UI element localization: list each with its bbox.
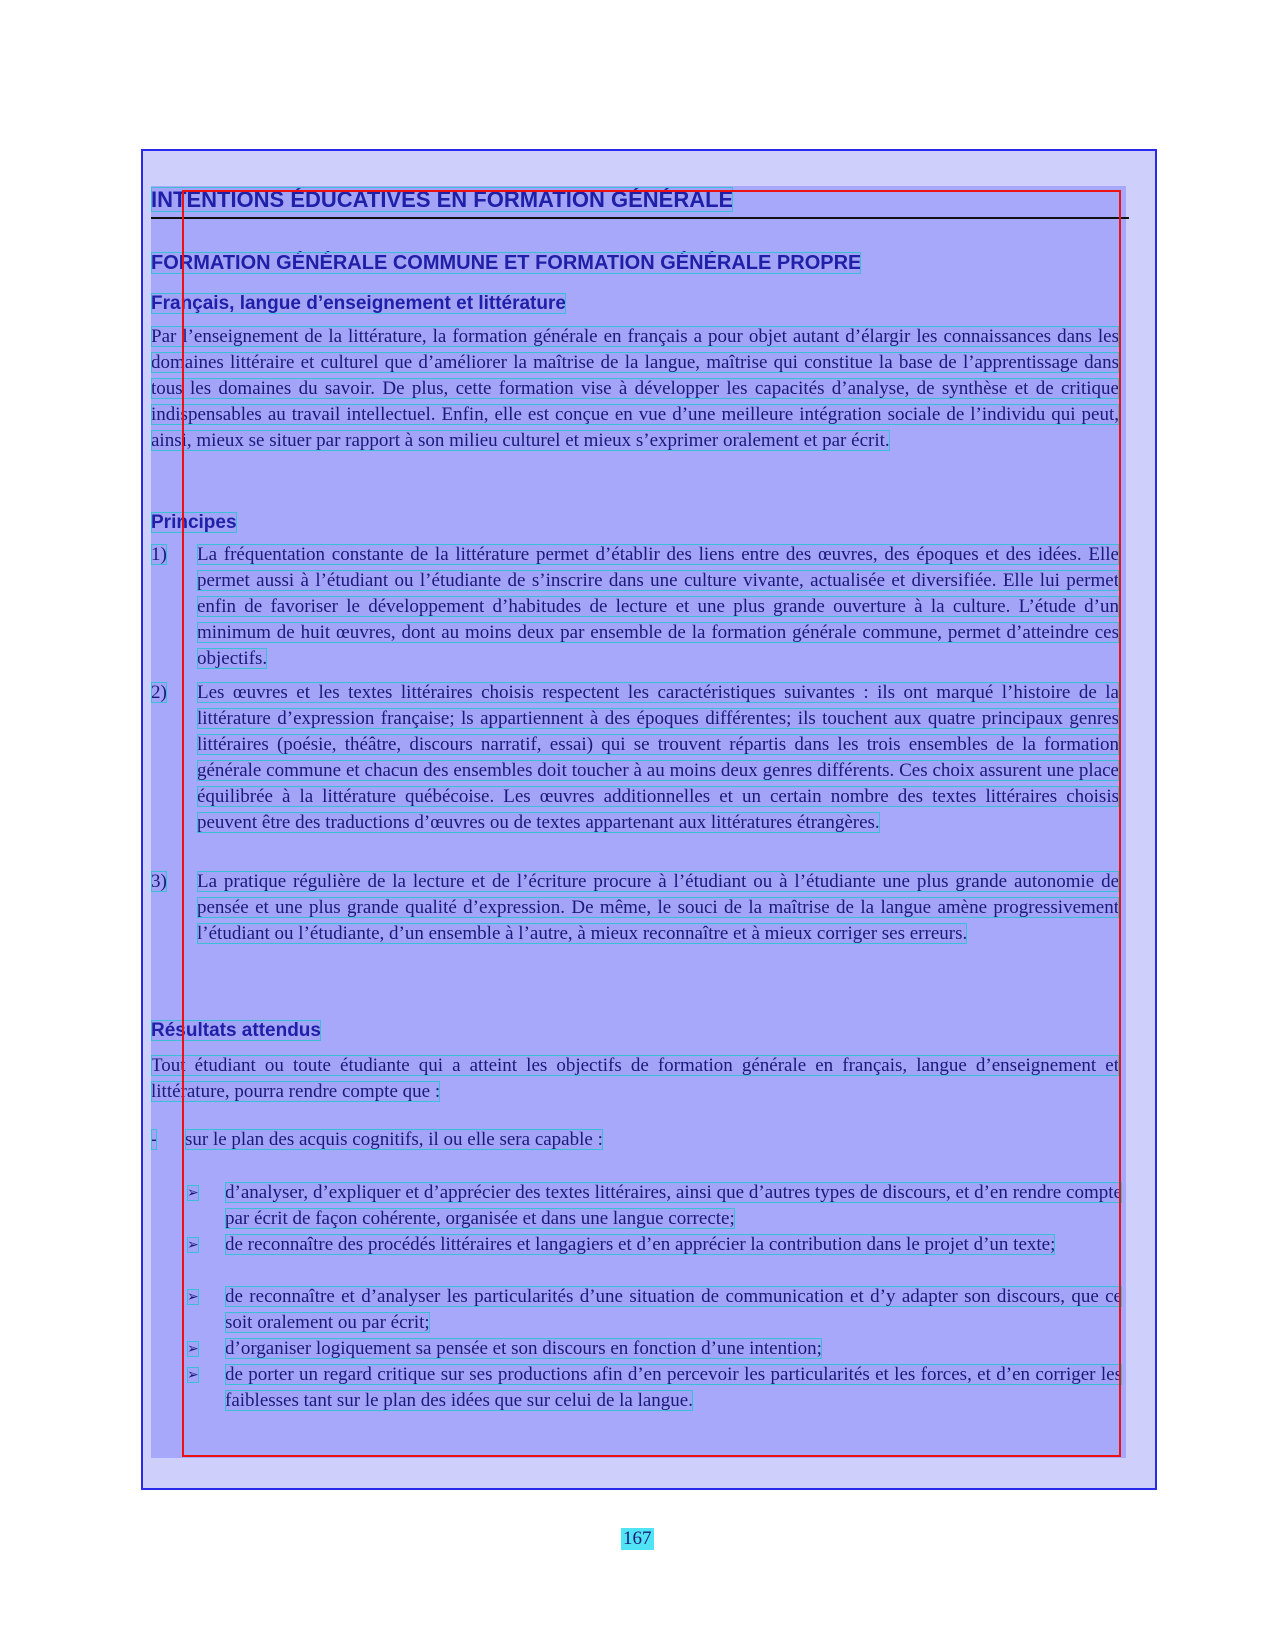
principe-3-number-text: 3) bbox=[151, 871, 167, 892]
principe-3-number bbox=[151, 869, 167, 895]
arrow-bullet-icon bbox=[187, 1232, 199, 1258]
principes-heading-text: Principes bbox=[151, 512, 237, 533]
arrow-bullet-glyph: ➢ bbox=[187, 1341, 199, 1357]
principes-heading bbox=[151, 512, 237, 534]
principe-3-text bbox=[197, 869, 1119, 947]
intro-text: Par l’enseignement de la littérature, la formation générale en français a pour objet autant d’élargir les connaissances dans les domaines littéraire et culturel que d’améliorer la maîtrise de la langue, maîtrise qui constitue la base de l’apprentissage dans tous les domaines du savoir. De plus, cette formation vise à développer les capacités d’analyse, de synthèse et de critique indispensables au travail intellectuel. Enfin, elle est conçue en vue d’une meilleure intégration sociale de l’individu qui peut, ainsi, mieux se situer par rapport à son milieu culturel et mieux s’exprimer oralement et par écrit. bbox=[151, 326, 1119, 451]
resultats-intro-text: Tout étudiant ou toute étudiante qui a atteint les objectifs de formation générale en français, langue d’enseignement et littérature, pourra rendre compte que : bbox=[151, 1055, 1119, 1102]
page-title bbox=[151, 187, 1129, 219]
arrow-bullet-glyph: ➢ bbox=[187, 1367, 199, 1383]
bullet-item-1-text: d’analyser, d’expliquer et d’apprécier des textes littéraires, ainsi que d’autres types de discours, et d’en rendre compte par écrit de façon cohérente, organisée et dans une langue correcte; bbox=[225, 1182, 1122, 1229]
bullet-item-4-text: d’organiser logiquement sa pensée et son discours en fonction d’une intention; bbox=[225, 1338, 822, 1359]
principe-1-text-span: La fréquentation constante de la littérature permet d’établir des liens entre des œuvres, des époques et des idées. Elle permet aussi à l’étudiant ou l’étudiante de s’inscrire dans une culture vivante, actualisée et diversifiée. Elle lui permet enfin de favoriser le développement d’habitudes de lecture et une plus grande ouverture à la culture. L’étude d’un minimum de huit œuvres, dont au moins deux par ensemble de la formation générale commune, permet d’atteindre ces objectifs. bbox=[197, 544, 1119, 669]
bullet-item-1 bbox=[225, 1180, 1122, 1232]
section-heading-text: FORMATION GÉNÉRALE COMMUNE ET FORMATION GÉNÉRALE PROPRE bbox=[151, 252, 862, 274]
resultats-intro bbox=[151, 1053, 1119, 1105]
arrow-bullet-icon bbox=[187, 1180, 199, 1206]
principe-1-number-text: 1) bbox=[151, 544, 167, 565]
resultats-heading bbox=[151, 1020, 321, 1042]
arrow-bullet-glyph: ➢ bbox=[187, 1185, 199, 1201]
acquis-lead bbox=[185, 1127, 1115, 1153]
bullet-item-2-text: de reconnaître des procédés littéraires et langagiers et d’en apprécier la contribution dans le projet d’un texte; bbox=[225, 1234, 1056, 1255]
arrow-bullet-icon bbox=[187, 1362, 199, 1388]
principe-3-text-span: La pratique régulière de la lecture et de l’écriture procure à l’étudiant ou à l’étudiante une plus grande autonomie de pensée et une plus grande qualité d’expression. De même, le souci de la maîtrise de la langue amène progressivement l’étudiant ou l’étudiante, d’un ensemble à l’autre, à mieux reconnaître et à mieux corriger ses erreurs. bbox=[197, 871, 1119, 944]
bullet-item-4 bbox=[225, 1336, 1122, 1362]
resultats-heading-text: Résultats attendus bbox=[151, 1020, 321, 1041]
principe-2-number-text: 2) bbox=[151, 682, 167, 703]
subsection-heading bbox=[151, 293, 566, 315]
bullet-item-5 bbox=[225, 1362, 1122, 1414]
list-dash-text: - bbox=[151, 1129, 158, 1150]
principe-1-text bbox=[197, 542, 1119, 672]
principe-1-number bbox=[151, 542, 167, 568]
arrow-bullet-glyph: ➢ bbox=[187, 1289, 199, 1305]
bullet-item-5-text: de porter un regard critique sur ses productions afin d’en percevoir les particularités et les forces, et d’en corriger les faiblesses tant sur le plan des idées que sur celui de la langue. bbox=[225, 1364, 1122, 1411]
page-number: 167 bbox=[623, 1528, 652, 1549]
intro-paragraph bbox=[151, 324, 1119, 454]
list-dash bbox=[151, 1127, 165, 1153]
principe-2-text-span: Les œuvres et les textes littéraires choisis respectent les caractéristiques suivantes : ils ont marqué l’histoire de la littérature d’expression française; ls appartiennent à des époques différentes; ils touchent aux quatre principaux genres littéraires (poésie, théâtre, discours narratif, essai) qui se trouvent répartis dans les trois ensembles de la formation générale commune et chacun des ensembles doit toucher à au moins deux genres différents. Ces choix assurent une place équilibrée à la littérature québécoise. Les œuvres additionnelles et un certain nombre des textes littéraires choisis peuvent être des traductions d’œuvres ou de textes appartenant aux littératures étrangères. bbox=[197, 682, 1119, 833]
arrow-bullet-icon bbox=[187, 1336, 199, 1362]
arrow-bullet-icon bbox=[187, 1284, 199, 1310]
acquis-lead-text: sur le plan des acquis cognitifs, il ou elle sera capable : bbox=[185, 1129, 603, 1150]
subsection-heading-text: Français, langue d’enseignement et littérature bbox=[151, 293, 566, 314]
page-title-text: INTENTIONS ÉDUCATIVES EN FORMATION GÉNÉRALE bbox=[151, 187, 734, 212]
principe-2-number bbox=[151, 680, 167, 706]
section-heading bbox=[151, 252, 861, 275]
bullet-item-3-text: de reconnaître et d’analyser les particularités d’une situation de communication et d’y adapter son discours, que ce soit oralement ou par écrit; bbox=[225, 1286, 1122, 1333]
bullet-item-3 bbox=[225, 1284, 1122, 1336]
principe-2-text bbox=[197, 680, 1119, 836]
arrow-bullet-glyph: ➢ bbox=[187, 1237, 199, 1253]
bullet-item-2 bbox=[225, 1232, 1122, 1258]
